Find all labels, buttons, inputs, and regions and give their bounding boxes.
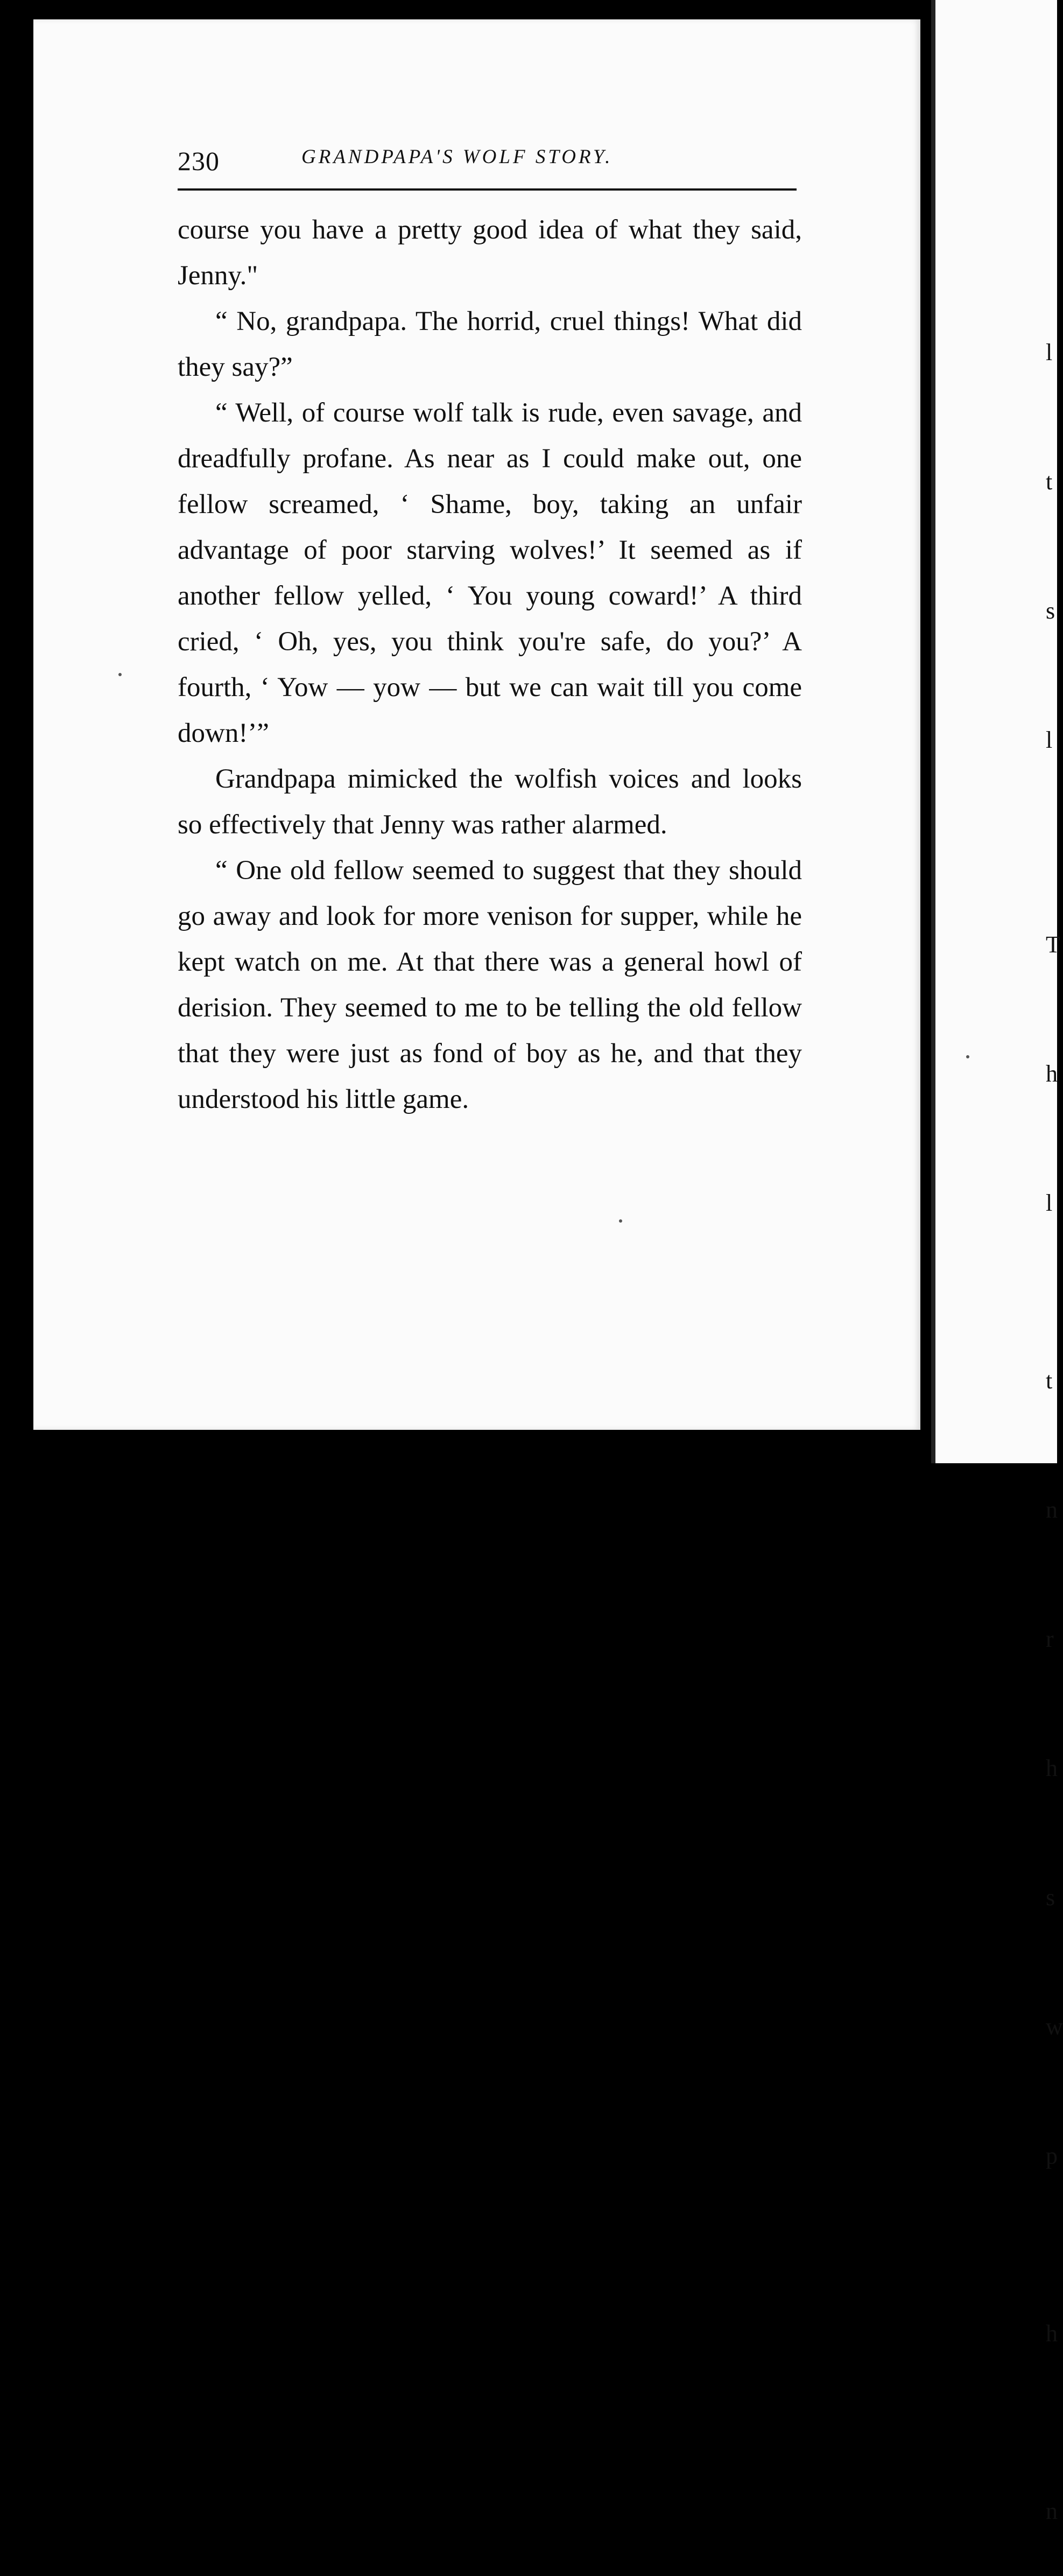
- right-page-fragment: p: [1046, 2143, 1058, 2169]
- right-page-fragment: t: [1046, 468, 1053, 495]
- right-page-fragment: n: [1046, 1497, 1058, 1523]
- header-rule: [178, 188, 797, 191]
- right-page-fragment: s: [1046, 598, 1055, 624]
- running-title: GRANDPAPA'S WOLF STORY.: [301, 146, 613, 168]
- right-page-fragment: h: [1046, 1755, 1058, 1781]
- paragraph: course you have a pretty good idea of what they said, Jenny.": [178, 215, 802, 291]
- right-page-text-fragments: [1046, 245, 1063, 2576]
- right-page-fragment: l: [1046, 727, 1053, 753]
- paper-speck: [966, 1055, 969, 1058]
- right-page-fragment: T: [1046, 931, 1060, 958]
- right-page-fragment: s: [1046, 1884, 1055, 1911]
- book-gutter: [920, 0, 931, 1463]
- page-header: [178, 140, 797, 188]
- right-page-fragment: h: [1046, 1061, 1058, 1087]
- page-number: 230: [178, 146, 220, 176]
- paragraph: “ No, grandpapa. The horrid, cruel things! What did they say?”: [178, 306, 802, 382]
- right-page-fragment: l: [1046, 339, 1053, 366]
- paper-speck: [118, 673, 122, 676]
- right-page-fragment: w: [1046, 2013, 1063, 2040]
- right-page: [931, 0, 1057, 1463]
- right-page-fragment: n: [1046, 2498, 1058, 2524]
- right-page-fragment: r: [1046, 1626, 1054, 1652]
- paragraph: “ Well, of course wolf talk is rude, even savage, and dreadfully profane. As near as I could make out, one fellow screamed, ‘ Shame, boy, taking an unfair advantage of poor starving wolves!’ It seemed as if another fellow yelled, ‘ You young coward!’ A third cried, ‘ Oh, yes, you think you're safe, do you?’ A fourth, ‘ Yow — yow — but we can wait till you come down!’”: [178, 398, 802, 748]
- right-page-fragment: h: [1046, 2320, 1058, 2347]
- paragraph: “ One old fellow seemed to suggest that they should go away and look for more venison for supper, while he kept watch on me. At that there was a general howl of derision. They seemed to me to be telling the old fellow that they were just as fond of boy as he, and that they understood his little game.: [178, 855, 802, 1114]
- right-page-fragment: l: [1046, 1190, 1053, 1216]
- right-page-fragment: t: [1046, 1367, 1053, 1394]
- paragraph: Grandpapa mimicked the wolfish voices and looks so effectively that Jenny was rather alarmed.: [178, 764, 802, 840]
- body-text: [178, 207, 802, 1122]
- paper-speck: [619, 1219, 622, 1223]
